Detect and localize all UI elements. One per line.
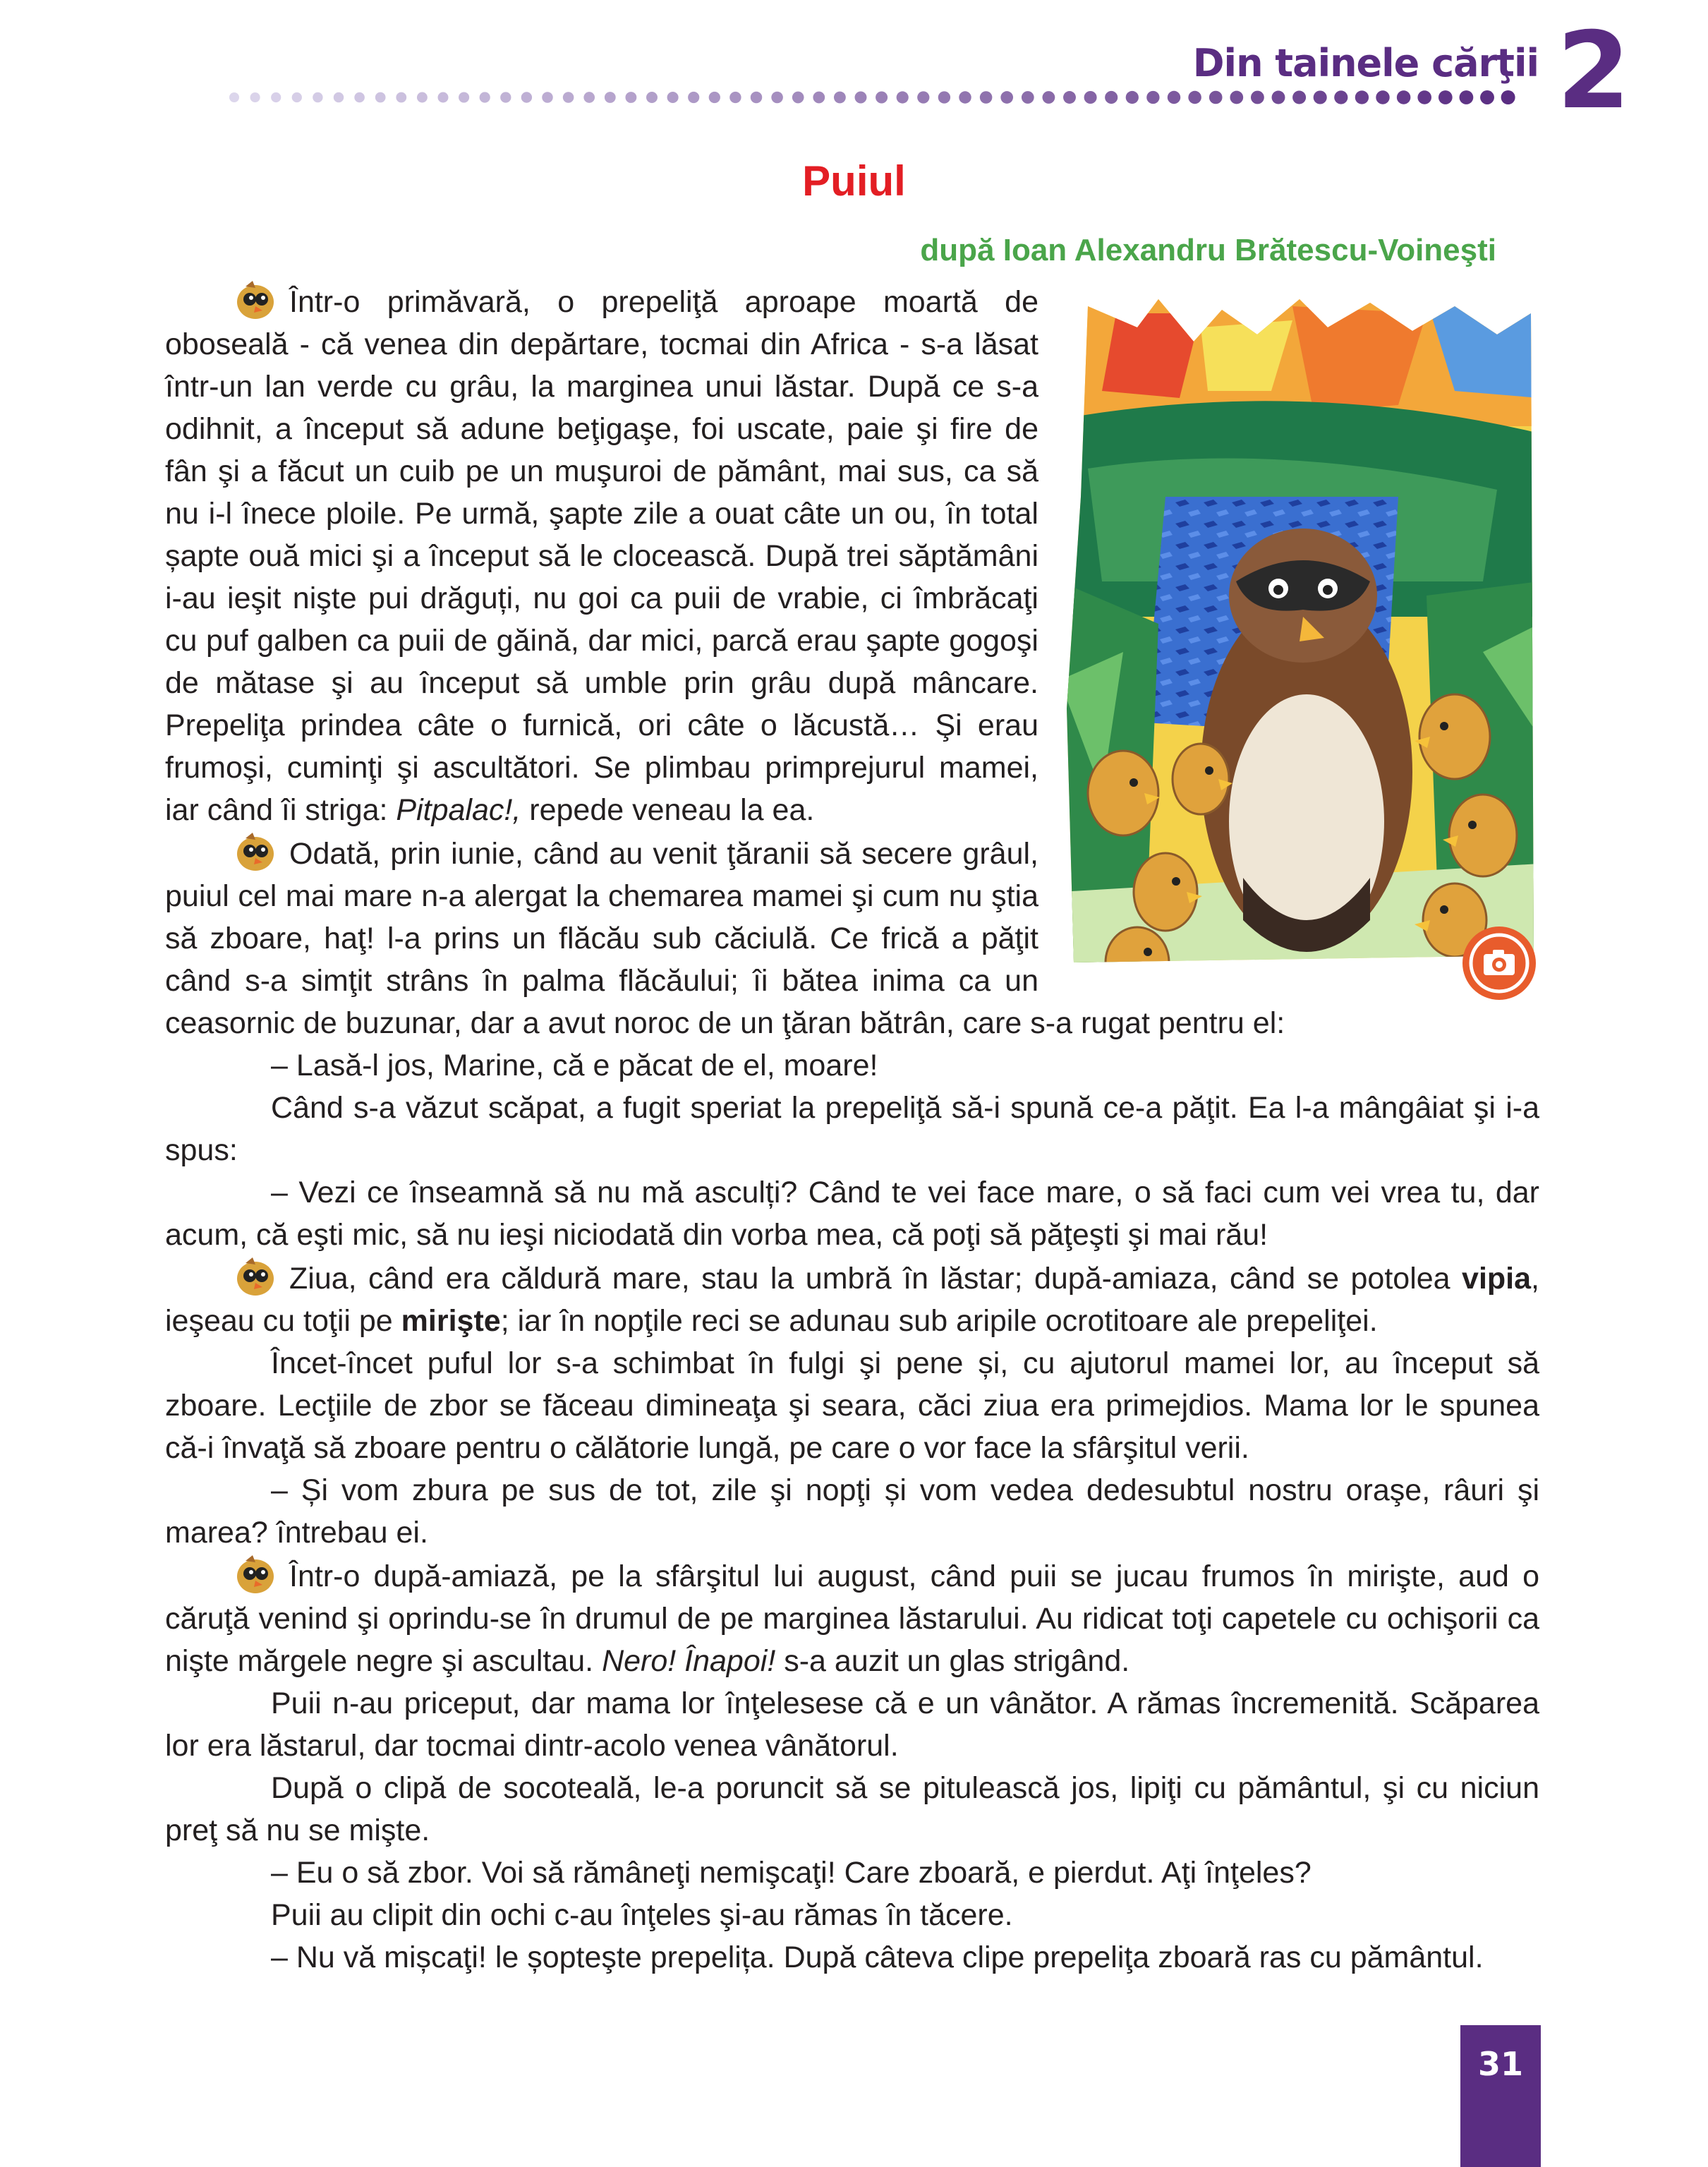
header-dot — [1397, 90, 1411, 104]
header-dot — [897, 91, 909, 103]
header-dot — [1355, 90, 1369, 104]
header-dot — [1105, 91, 1118, 104]
header-dot — [583, 92, 595, 103]
header-dot — [688, 92, 699, 103]
paragraph-6-end: ; iar în nopţile reci se adunau sub aripile ocrotitoare ale prepeliţei. — [500, 1304, 1378, 1338]
header-dot — [521, 92, 532, 102]
header-dot — [1376, 90, 1389, 104]
paragraph-4: Când s-a văzut scăpat, a fugit speriat la prepeliţă să-i spună ce-a păţit. Ea l-a mângâiat şi i-a spus: — [165, 1091, 1539, 1167]
header-dot — [1314, 90, 1327, 104]
paragraph-5: – Vezi ce înseamnă să nu mă asculți? Când te vei face mare, o să faci cum vei vrea tu, dar acum, că eşti mic, să nu ieşi niciodată din vorba mea, că poţi să păţeşti şi mai rău! — [165, 1176, 1539, 1252]
paragraph-6-start: Ziua, când era căldură mare, stau la umbră în lăstar; după-amiaza, când se potolea — [289, 1262, 1450, 1296]
header-dot — [1126, 91, 1139, 104]
camera-icon[interactable] — [1460, 924, 1538, 1002]
header-dot — [480, 92, 490, 102]
header-dot — [709, 92, 720, 103]
paragraph-8: – Și vom zbura pe sus de tot, zile şi nopţi și vom vedea dedesubtul nostru oraşe, râuri şi marea? întrebau ei. — [165, 1473, 1539, 1550]
word-vipia: vipia — [1462, 1262, 1532, 1296]
header-dot — [1439, 90, 1453, 104]
header-dot — [625, 92, 636, 103]
header-dot — [542, 92, 552, 102]
paragraph-13: Puii au clipit din ochi c-au înţeles şi-au rămas în tăcere. — [271, 1898, 1013, 1932]
header-dot — [1042, 91, 1055, 104]
chapter-number: 2 — [1556, 10, 1630, 133]
paragraph-10: Puii n-au priceput, dar mama lor înţelesese că e un vânător. A rămas încremenită. Scăparea lor era lăstarul, dar tocmai dintr-acolo venea vânătorul. — [165, 1686, 1539, 1763]
paragraph-9-end: s-a auzit un glas strigând. — [784, 1644, 1130, 1678]
reading-bird-icon — [230, 1256, 281, 1298]
paragraph-11: După o clipă de socoteală, le-a poruncit să se pitulească jos, lipiţi cu pământul, şi cu niciun preţ să nu se mişte. — [165, 1771, 1539, 1847]
header-dot — [417, 92, 428, 103]
paragraph-7: Încet-încet puful lor s-a schimbat în fulgi şi pene și, cu ajutorul mamei lor, au început să zboare. Lecţiile de zbor se făceau dimineaţa şi seara, căci ziua era primejdios. Mama lor le spunea că-i învaţă să zboare pentru o călătorie lungă, pe care o vor face la sfârşitul verii. — [165, 1346, 1539, 1465]
header-dot — [375, 92, 386, 103]
illustration — [1060, 285, 1539, 998]
header-dot — [1292, 90, 1306, 104]
header-dotted-line — [226, 89, 1531, 106]
header-dot — [1251, 91, 1264, 104]
header-dot — [1459, 90, 1473, 104]
story-text — [165, 279, 1539, 1979]
header-dot — [292, 92, 302, 102]
header-dot — [354, 92, 365, 103]
reading-bird-icon — [230, 279, 281, 322]
header-dot — [313, 92, 322, 102]
header-dot — [938, 91, 950, 103]
header-dot — [334, 92, 344, 102]
paragraph-9: Într-o după-amiază, pe la sfârşitul lui august, când puii se jucau frumos în mirişte, aud o căruţă venind şi oprindu-se în drumul de pe marginea lăstarului. Au ridicat toţi capetele cu ochişorii ca nişte mărgele negre şi ascultau. — [165, 1559, 1539, 1678]
header-dot — [1480, 90, 1494, 104]
header-dot — [500, 92, 511, 102]
header-dot — [1188, 91, 1201, 104]
header-dot — [855, 92, 867, 104]
quail-family-illustration — [1060, 285, 1539, 998]
paragraph-9-italic: Nero! Înapoi! — [602, 1644, 776, 1678]
page-number-tab — [1460, 2025, 1541, 2167]
paragraph-1: Într-o primăvară, o prepeliţă aproape moartă de oboseală - că venea din depărtare, tocmai din Africa - s-a lăsat într-un lan verde cu grâu, la marginea unui lăstar. După ce s-a odihnit, a început să adune beţigaşe, foi uscate, paie şi fire de fân şi a făcut un cuib pe un muşuroi de pământ, mai sus, ca să nu i-l înece ploile. Pe urmă, şapte zile a ouat câte un ou, în total șapte ouă mici şi a început să le clocească. După trei săptămâni i-au ieşit nişte pui drăguți, nu goi ca puii de vrabie, ci îmbrăcaţi cu puf galben ca puii de găină, dar mici, parcă erau şapte gogoşi de mătase şi au început să umble prin grâu după mâncare. Prepeliţa prindea câte o furnică, ori câte o lăcustă… Şi erau frumoşi, cuminţi şi ascultători. Se plimbau primprejurul mamei, iar când îi striga: — [165, 285, 1038, 827]
header-dot — [667, 92, 679, 103]
header-dot — [729, 92, 741, 103]
story-author: după Ioan Alexandru Brătescu-Voineşti — [920, 233, 1496, 267]
header-dot — [917, 91, 929, 103]
header-dot — [1334, 90, 1347, 104]
header-dot — [1417, 90, 1431, 104]
header-dot — [876, 91, 888, 103]
header-dot — [250, 92, 260, 102]
header-dot — [396, 92, 406, 103]
paragraph-12: – Eu o să zbor. Voi să rămâneţi nemişcaţi! Care zboară, e pierdut. Aţi înţeles? — [271, 1856, 1312, 1890]
paragraph-1-end: repede veneau la ea. — [529, 793, 815, 827]
header-dot — [1168, 91, 1180, 104]
header-dot — [1000, 91, 1013, 104]
header-dot — [1272, 91, 1285, 104]
header-dot — [751, 92, 762, 103]
header-dot — [1209, 91, 1223, 104]
header-dot — [271, 92, 281, 102]
header-dot — [605, 92, 616, 103]
header-dot — [813, 92, 825, 104]
header-dot — [229, 92, 239, 102]
story-title: Puiul — [802, 157, 906, 205]
header-dot — [563, 92, 574, 103]
header-dot — [959, 91, 971, 103]
header-dot — [1230, 91, 1243, 104]
page-number: 31 — [1477, 2045, 1523, 2083]
header-dot — [834, 92, 846, 104]
paragraph-3: – Lasă-l jos, Marine, că e păcat de el, moare! — [271, 1049, 878, 1082]
header-dot — [646, 92, 658, 103]
header-dot — [771, 92, 783, 104]
paragraph-6-mid: , ieşeau cu toţii pe — [165, 1262, 1539, 1338]
reading-bird-icon — [230, 831, 281, 874]
word-miriste: mirişte — [401, 1304, 501, 1338]
header-dot — [438, 92, 449, 103]
paragraph-2: Odată, prin iunie, când au venit ţăranii să secere grâul, puiul cel mai mare n-a alergat la chemarea mamei şi cum nu ştia să zboare, haţ! l-a prins un flăcău sub căciulă. Ce frică a păţit când s-a simţit strâns în palma flăcăului; îi bătea inima ca un ceasornic de buzunar, dar a avut noroc de un ţăran bătrân, care s-a rugat pentru el: — [165, 837, 1285, 1040]
reading-bird-icon — [230, 1554, 281, 1596]
header-dot — [792, 92, 804, 104]
header-dot — [1501, 90, 1515, 104]
paragraph-1-italic: Pitpalac!, — [396, 793, 521, 827]
header-dot — [1146, 91, 1159, 104]
header-dot — [980, 91, 993, 104]
header-dot — [1084, 91, 1097, 104]
header-dot — [1063, 91, 1076, 104]
header-dot — [459, 92, 469, 102]
header-dot — [1022, 91, 1034, 104]
paragraph-14: – Nu vă mișcaţi! le șopteşte prepelița. După câteva clipe prepeliţa zboară ras cu pământul. — [271, 1940, 1484, 1974]
section-title: Din tainele cărţii — [1192, 41, 1539, 85]
